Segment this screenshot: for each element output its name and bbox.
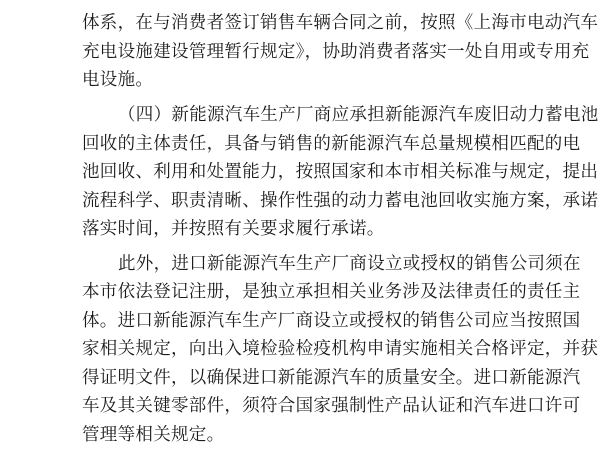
paragraph-2-line-3: 池回收、利用和处置能力，按照国家和本市相关标准与规定，提出 xyxy=(82,162,599,182)
paragraph-2-line-1: （四）新能源汽车生产厂商应承担新能源汽车废旧动力蓄电池 xyxy=(118,105,599,125)
paragraph-1-line-3: 电设施。 xyxy=(82,70,154,90)
paragraph-2-line-5: 落实时间，并按照有关要求履行承诺。 xyxy=(82,219,385,239)
paragraph-2-line-2: 回收的主体责任，具备与销售的新能源汽车总量规模相匹配的电 xyxy=(82,134,581,154)
paragraph-3-line-2: 本市依法登记注册，是独立承担相关业务涉及法律责任的责任主 xyxy=(82,282,581,302)
paragraph-3-line-3: 体。进口新能源汽车生产厂商设立或授权的销售公司应当按照国 xyxy=(82,311,581,331)
paragraph-2-line-4: 流程科学、职责清晰、操作性强的动力蓄电池回收实施方案，承诺 xyxy=(82,191,599,211)
paragraph-1-line-1: 体系，在与消费者签订销售车辆合同之前，按照《上海市电动汽车 xyxy=(82,13,599,33)
paragraph-3-line-7: 管理等相关规定。 xyxy=(82,425,225,445)
paragraph-1-line-2: 充电设施建设管理暂行规定》，协助消费者落实一处自用或专用充 xyxy=(82,42,590,62)
paragraph-3-line-1: 此外，进口新能源汽车生产厂商设立或授权的销售公司须在 xyxy=(118,254,581,274)
paragraph-3-line-5: 得证明文件，以确保进口新能源汽车的质量安全。进口新能源汽 xyxy=(82,368,581,388)
paragraph-3-line-6: 车及其关键零部件，须符合国家强制性产品认证和汽车进口许可 xyxy=(82,396,581,416)
paragraph-3-line-4: 家相关规定，向出入境检验检疫机构申请实施相关合格评定，并获 xyxy=(82,339,599,359)
